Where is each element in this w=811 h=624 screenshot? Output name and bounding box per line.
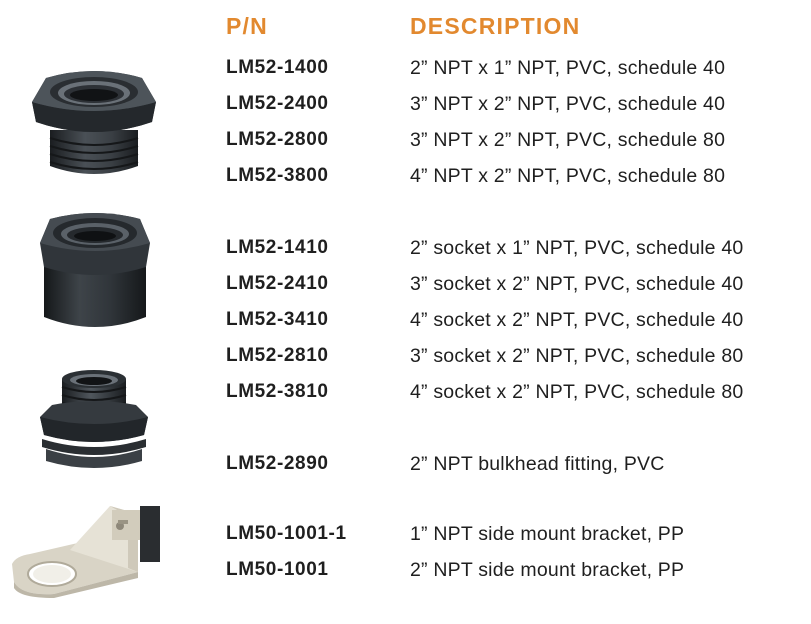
side-mount-bracket-icon <box>10 498 162 598</box>
part-number: LM52-1410 <box>226 237 329 258</box>
part-number: LM52-2810 <box>226 345 329 366</box>
part-number: LM52-3410 <box>226 309 329 330</box>
part-number: LM52-3800 <box>226 165 329 186</box>
part-description: 3” socket x 2” NPT, PVC, schedule 80 <box>410 345 744 367</box>
part-description: 3” NPT x 2” NPT, PVC, schedule 40 <box>410 93 726 115</box>
part-description: 4” socket x 2” NPT, PVC, schedule 40 <box>410 309 744 331</box>
part-description: 4” socket x 2” NPT, PVC, schedule 80 <box>410 381 744 403</box>
socket-reducer-bushing-icon <box>36 205 154 337</box>
part-number: LM50-1001-1 <box>226 523 347 544</box>
part-description: 2” NPT x 1” NPT, PVC, schedule 40 <box>410 57 726 79</box>
part-number: LM52-1400 <box>226 57 329 78</box>
pn-column-header: P/N <box>226 13 268 39</box>
part-number: LM52-3810 <box>226 381 329 402</box>
description-column-header: DESCRIPTION <box>410 13 581 39</box>
part-number: LM52-2410 <box>226 273 329 294</box>
part-description: 3” NPT x 2” NPT, PVC, schedule 80 <box>410 129 726 151</box>
part-number: LM52-2400 <box>226 93 329 114</box>
part-description: 4” NPT x 2” NPT, PVC, schedule 80 <box>410 165 726 187</box>
part-description: 2” socket x 1” NPT, PVC, schedule 40 <box>410 237 744 259</box>
threaded-reducer-bushing-icon <box>24 62 164 184</box>
part-description: 2” NPT side mount bracket, PP <box>410 559 685 581</box>
bulkhead-fitting-icon <box>30 365 158 475</box>
part-number: LM52-2890 <box>226 453 329 474</box>
part-number: LM50-1001 <box>226 559 329 580</box>
part-number: LM52-2800 <box>226 129 329 150</box>
part-description: 3” socket x 2” NPT, PVC, schedule 40 <box>410 273 744 295</box>
part-description: 2” NPT bulkhead fitting, PVC <box>410 453 665 475</box>
part-description: 1” NPT side mount bracket, PP <box>410 523 685 545</box>
